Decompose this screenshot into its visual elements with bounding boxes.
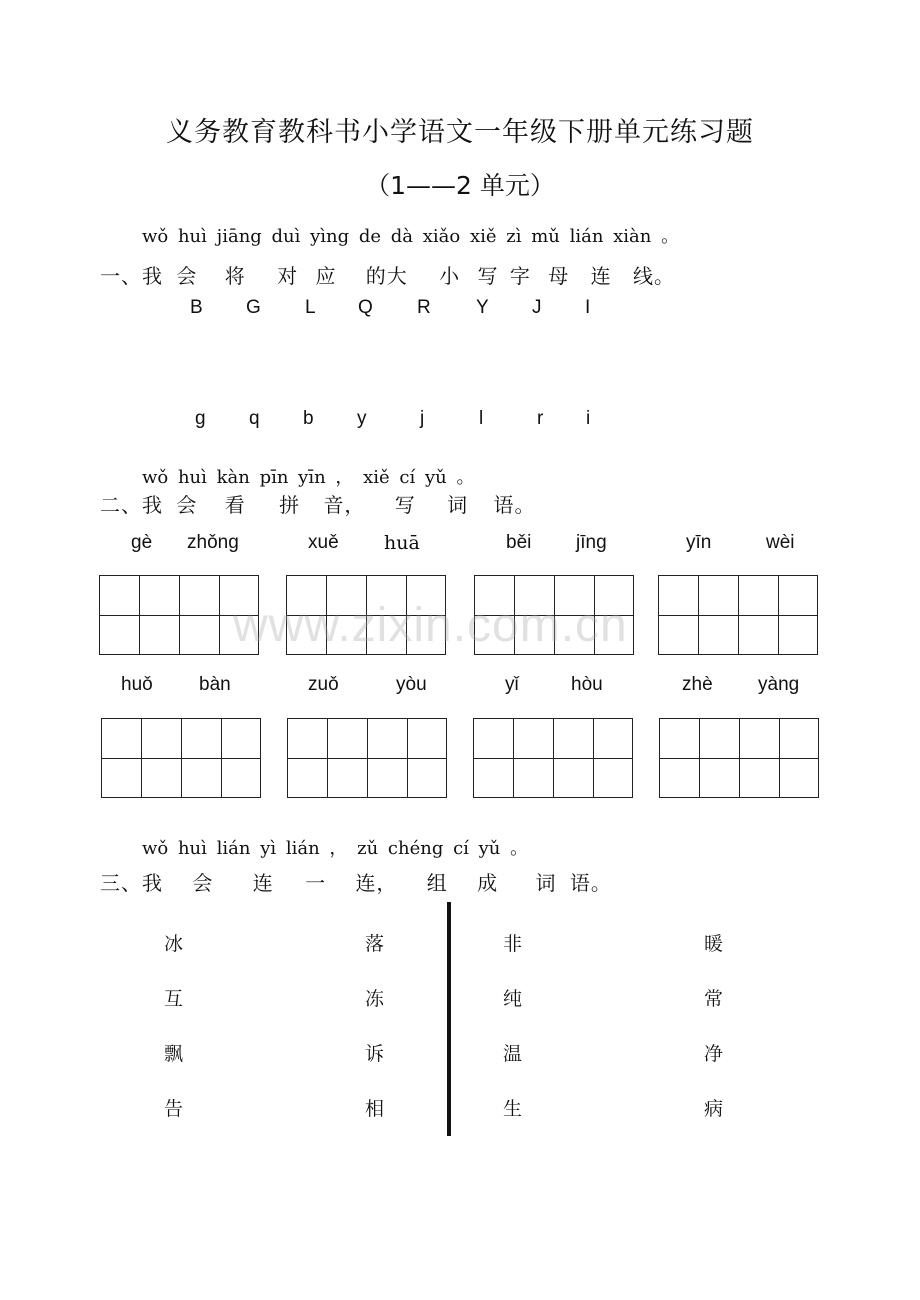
pinyin-word: yǐ	[505, 674, 519, 695]
heading-part: 应	[315, 264, 337, 288]
match-char[interactable]: 相	[365, 1098, 385, 1120]
heading-part: 字	[509, 264, 531, 288]
heading-part: 写	[394, 493, 416, 517]
heading-part: 词	[447, 493, 469, 517]
heading-part: 连，	[355, 871, 398, 895]
heading-part: 二、我	[100, 493, 163, 517]
heading-part: 写	[477, 264, 499, 288]
pinyin-word: wèi	[766, 532, 795, 553]
heading-part: 的大	[365, 264, 408, 288]
match-char[interactable]: 告	[164, 1098, 184, 1120]
section2-pinyin: wǒ huì kàn pīn yīn ， xiě cí yǔ 。	[142, 467, 475, 488]
heading-part: 会	[176, 264, 198, 288]
match-char[interactable]: 冻	[365, 988, 385, 1010]
writing-grid[interactable]	[101, 718, 261, 798]
lowercase-letter[interactable]: j	[420, 408, 425, 429]
lowercase-letter[interactable]: q	[249, 408, 260, 429]
uppercase-letter[interactable]: G	[246, 297, 261, 318]
heading-part: 三、我	[100, 871, 163, 895]
match-char[interactable]: 非	[503, 933, 523, 955]
match-char[interactable]: 纯	[503, 988, 523, 1010]
heading-part: 连	[252, 871, 274, 895]
match-char[interactable]: 冰	[164, 933, 184, 955]
lowercase-letter[interactable]: l	[479, 408, 484, 429]
section1-pinyin: wǒ huì jiāng duì yìng de dà xiǎo xiě zì mǔ lián xiàn 。	[142, 226, 680, 247]
heading-part: 看	[224, 493, 246, 517]
section3-heading	[100, 867, 612, 896]
uppercase-letter[interactable]: I	[585, 297, 591, 318]
pinyin-word: huǒ	[121, 674, 153, 695]
heading-part: 连	[590, 264, 612, 288]
heading-part: 拼	[279, 493, 301, 517]
heading-part: 会	[192, 871, 214, 895]
pinyin-word: hòu	[571, 674, 603, 695]
lowercase-letter[interactable]: i	[586, 408, 591, 429]
uppercase-letter[interactable]: Q	[358, 297, 373, 318]
lowercase-letter[interactable]: y	[357, 408, 367, 429]
match-char[interactable]: 病	[704, 1098, 724, 1120]
section1-heading	[100, 260, 675, 289]
heading-part: 会	[176, 493, 198, 517]
page-title: 义务教育教科书小学语文一年级下册单元练习题	[166, 117, 754, 148]
heading-part: 语。	[569, 871, 612, 895]
pinyin-word: zhè	[682, 674, 713, 695]
pinyin-word: zuǒ	[308, 674, 339, 695]
writing-grid[interactable]	[287, 718, 447, 798]
writing-grid[interactable]	[659, 718, 819, 798]
pinyin-word: gè	[131, 532, 153, 553]
heading-part: 组	[426, 871, 448, 895]
writing-grid[interactable]	[658, 575, 818, 655]
match-char[interactable]: 净	[704, 1043, 724, 1065]
pinyin-word: yòu	[396, 674, 427, 695]
pinyin-word: jīng	[576, 532, 607, 553]
match-char[interactable]: 温	[503, 1043, 523, 1065]
heading-part: 线。	[632, 264, 675, 288]
watermark: www.zixin.com.cn	[233, 599, 628, 652]
pinyin-word: huā	[384, 532, 420, 554]
lowercase-letter[interactable]: g	[195, 408, 206, 429]
column-divider	[447, 902, 451, 1136]
heading-part: 词	[535, 871, 557, 895]
heading-part: 语。	[493, 493, 536, 517]
pinyin-word: yàng	[758, 674, 800, 695]
heading-part: 成	[477, 871, 499, 895]
match-char[interactable]: 落	[365, 933, 385, 955]
match-char[interactable]: 生	[503, 1098, 523, 1120]
heading-part: 母	[548, 264, 570, 288]
lowercase-letter[interactable]: r	[537, 408, 544, 429]
heading-part: 小	[439, 264, 461, 288]
heading-part: 音，	[323, 493, 366, 517]
match-char[interactable]: 暖	[704, 933, 724, 955]
match-char[interactable]: 飘	[164, 1043, 184, 1065]
heading-part: 一	[305, 871, 327, 895]
pinyin-word: zhǒng	[187, 532, 239, 553]
section2-heading	[100, 489, 536, 518]
uppercase-letter[interactable]: Y	[476, 297, 489, 318]
pinyin-word: bàn	[199, 674, 231, 695]
uppercase-letter[interactable]: R	[417, 297, 431, 318]
writing-grid[interactable]	[473, 718, 633, 798]
match-char[interactable]: 常	[704, 988, 724, 1010]
heading-part: 一、我	[100, 264, 163, 288]
page-subtitle: （1——2 单元）	[365, 171, 555, 200]
pinyin-word: xuě	[308, 532, 339, 553]
section3-pinyin: wǒ huì lián yì lián ， zǔ chéng cí yǔ 。	[142, 838, 529, 859]
match-char[interactable]: 互	[164, 988, 184, 1010]
heading-part: 将	[224, 264, 246, 288]
pinyin-word: yīn	[686, 532, 712, 553]
lowercase-letter[interactable]: b	[303, 408, 314, 429]
heading-part: 对	[277, 264, 299, 288]
match-char[interactable]: 诉	[365, 1043, 385, 1065]
uppercase-letter[interactable]: J	[532, 297, 542, 318]
uppercase-letter[interactable]: L	[305, 297, 316, 318]
uppercase-letter[interactable]: B	[190, 297, 203, 318]
pinyin-word: běi	[506, 532, 532, 553]
